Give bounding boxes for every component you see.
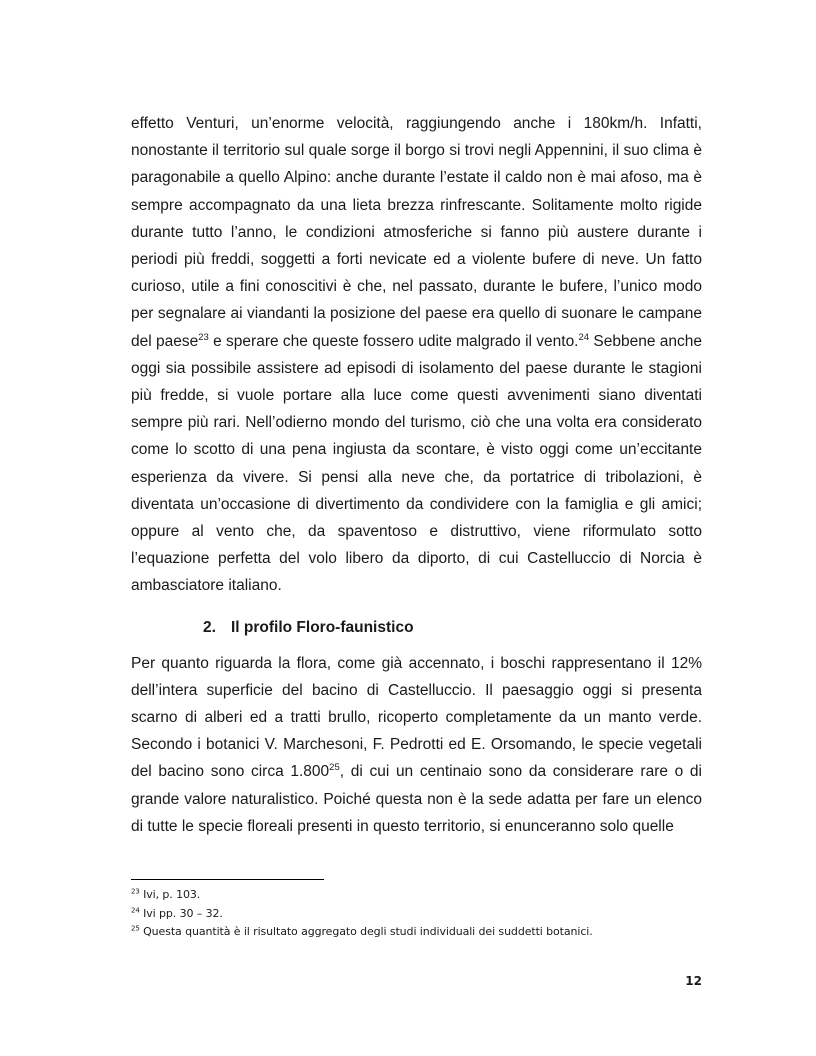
body-text — [131, 110, 702, 840]
footnote-number: 23 — [131, 887, 140, 896]
footnote-number: 25 — [131, 924, 140, 933]
footnote-separator — [131, 879, 324, 880]
section-heading — [131, 616, 702, 640]
footnote-23 — [131, 886, 711, 905]
paragraph-text: Per quanto riguarda la flora, come già accennato, i boschi rappresentano il 12% dell’intera superficie del bacino di Castelluccio. Il paesaggio oggi si presenta scarno di alberi ed a tratti brullo, ricoperto completamente da un manto verde. Secondo i botanici V. Marchesoni, F. Pedrotti ed E. Orsomando, le specie vegetali del bacino sono circa 1.800 — [131, 654, 702, 781]
footnote-text: Ivi, p. 103. — [139, 888, 201, 901]
paragraph-text: effetto Venturi, un’enorme velocità, raggiungendo anche i 180km/h. Infatti, nonostante il territorio sul quale sorge il borgo si trovi negli Appennini, il suo clima è paragonabile a quello Alpino: anche durante l’estate il caldo non è mai afoso, ma è sempre accompagnato da una lieta brezza rinfrescante. Solitamente molto rigide durante tutto l’anno, le condizioni atmosferiche si fanno più austere durante i periodi più freddi, soggetti a forti nevicate ed a violente bufere di neve. Un fatto curioso, utile a fini conoscitivi è che, nel passato, durante le bufere, l’unico modo per segnalare ai viandanti la posizione del paese era quello di suonare le campane del paese — [131, 115, 702, 350]
section-number: 2. — [203, 618, 216, 636]
paragraph-text: , di cui un centinaio sono da considerare rare o di grande valore naturalistico. Poiché questa non è la sede adatta per fare un elenco di tutte le specie floreali presenti in questo territorio, si enunceranno solo quelle — [131, 763, 703, 835]
section-title: Il profilo Floro-faunistico — [231, 618, 414, 636]
footnotes — [131, 886, 711, 942]
paragraph-weather — [131, 110, 702, 600]
footnote-24 — [131, 905, 711, 924]
footnote-ref-24[interactable]: 24 — [578, 331, 590, 343]
footnote-number: 24 — [131, 905, 140, 914]
paragraph-text: Sebbene anche oggi sia possibile assistere ad episodi di isolamento del paese durante le stagioni più fredde, si vuole portare alla luce come questi avvenimenti siano diventati sempre più rari. Nell’odierno mondo del turismo, ciò che una volta era considerato come lo scotto di una pena ingiusta da scontare, è visto oggi come un’eccitante esperienza da vivere. Si pensi alla neve che, da portatrice di tribolazioni, è diventata un’occasione di divertimento da condividere con la famiglia e gli amici; oppure al vento che, da spaventoso e distruttivo, viene riformulato sotto l’equazione perfetta del volo libero da diporto, di cui Castelluccio di Norcia è ambasciatore italiano. — [131, 332, 702, 595]
footnote-ref-23[interactable]: 23 — [198, 331, 209, 343]
paragraph-flora — [131, 650, 702, 840]
footnote-25 — [131, 923, 711, 942]
footnote-ref-25[interactable]: 25 — [329, 762, 340, 774]
footnote-text: Questa quantità è il risultato aggregato degli studi individuali dei suddetti botanici. — [139, 925, 593, 938]
footnote-text: Ivi pp. 30 – 32. — [139, 906, 223, 920]
paragraph-text: e sperare che queste fossero udite malgrado il vento. — [208, 332, 579, 350]
page-number: 12 — [685, 974, 702, 988]
